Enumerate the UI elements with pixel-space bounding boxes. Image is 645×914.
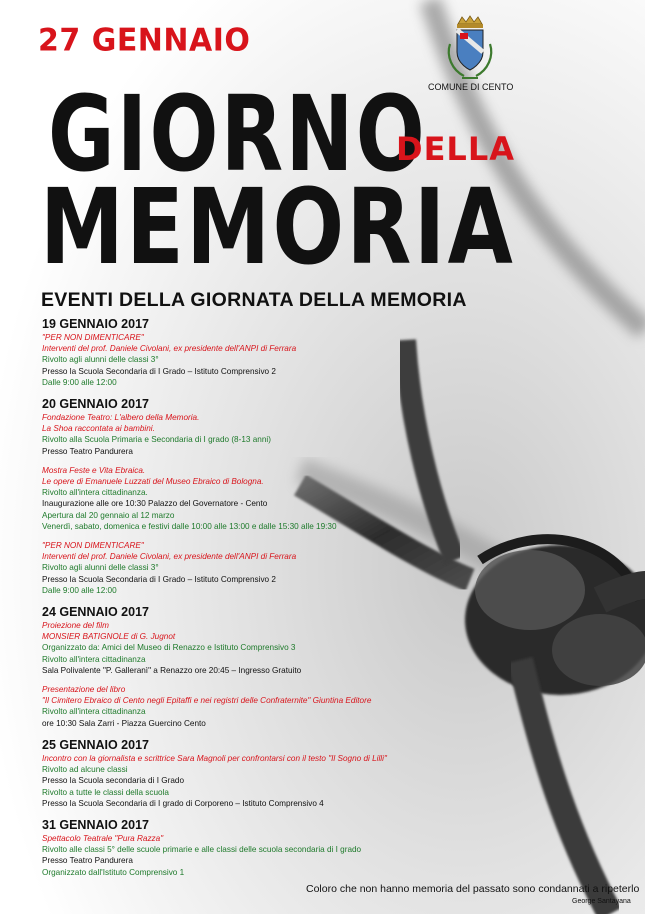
event-detail-line: Apertura dal 20 gennaio al 12 marzo — [42, 510, 175, 520]
event-detail-line: Rivolto a tutte le classi della scuola — [42, 787, 169, 797]
event-detail-line: Incontro con la giornalista e scrittrice Sara Magnoli per confrontarsi con il testo "Il Sogno di Lilli" — [42, 753, 387, 763]
event-detail-line: Organizzato da: Amici del Museo di Renazzo e Istituto Comprensivo 3 — [42, 643, 296, 653]
title-della: DELLA — [396, 130, 515, 168]
events-subtitle: EVENTI DELLA GIORNATA DELLA MEMORIA — [41, 289, 467, 311]
event-detail-line: ore 10:30 Sala Zarri - Piazza Guercino Cento — [42, 718, 206, 728]
event-detail-line: MONSIER BATIGNOLE di G. Jugnot — [42, 632, 176, 642]
event-block — [42, 817, 482, 878]
event-date: 25 GENNAIO 2017 — [42, 737, 149, 752]
event-detail-line: Spettacolo Teatrale "Pura Razza" — [42, 833, 164, 843]
event-date: 24 GENNAIO 2017 — [42, 605, 149, 620]
event-detail-line: Rivolto all'intera cittadinanza — [42, 654, 146, 664]
event-block — [42, 396, 482, 596]
event-date: 20 GENNAIO 2017 — [42, 397, 149, 412]
event-detail-line: Presso la Scuola Secondaria di I Grado – Istituto Comprensivo 2 — [42, 574, 276, 584]
event-block — [42, 316, 482, 388]
footer-quote: Coloro che non hanno memoria del passato sono condannati a ripeterlo — [306, 883, 640, 895]
event-detail-line: Presso la Scuola Secondaria di I grado di Corporeno – Istituto Comprensivo 4 — [42, 798, 324, 808]
event-detail-line: "PER NON DIMENTICARE" — [42, 333, 144, 342]
event-detail-line: Fondazione Teatro: L'albero della Memoria. — [42, 413, 200, 423]
event-spacer — [42, 457, 482, 465]
event-detail-line: Interventi del prof. Daniele Civolani, ex presidente dell'ANPI di Ferrara — [42, 344, 297, 354]
event-spacer — [42, 532, 482, 540]
footer-author: George Santayana — [572, 898, 631, 905]
event-detail-line: Venerdì, sabato, domenica e festivi dalle 10:00 alle 13:00 e dalle 15:30 alle 19:30 — [42, 521, 337, 531]
top-date: 27 GENNAIO — [38, 22, 251, 59]
event-detail-line: Le opere di Emanuele Luzzati del Museo Ebraico di Bologna. — [42, 477, 264, 487]
event-block — [42, 604, 482, 729]
event-detail-line: Presso Teatro Pandurera — [42, 856, 133, 866]
event-detail-line: Rivolto alla Scuola Primaria e Secondaria di I grado (8-13 anni) — [42, 435, 271, 445]
event-detail-line: Rivolto agli alunni delle classi 3° — [42, 563, 159, 573]
event-detail-line: Dalle 9:00 alle 12:00 — [42, 377, 117, 387]
event-detail-line: "PER NON DIMENTICARE" — [42, 541, 144, 551]
event-detail-line: Mostra Feste e Vita Ebraica. — [42, 465, 146, 475]
event-detail-line: Rivolto all'intera cittadinanza. — [42, 488, 148, 498]
event-detail-line: Proiezione del film — [42, 621, 109, 631]
coat-of-arms-logo — [440, 14, 500, 86]
logo-caption: COMUNE DI CENTO — [428, 82, 514, 92]
event-detail-line: Presso la Scuola Secondaria di I Grado – Istituto Comprensivo 2 — [42, 366, 276, 376]
event-detail-line: Inaugurazione alle ore 10:30 Palazzo del Governatore - Cento — [42, 499, 268, 509]
event-detail-line: Rivolto agli alunni delle classi 3° — [42, 355, 159, 365]
event-detail-line: Rivolto ad alcune classi — [42, 765, 128, 775]
event-detail-line: Presso Teatro Pandurera — [42, 446, 133, 456]
event-date: 31 GENNAIO 2017 — [42, 817, 149, 832]
event-detail-line: Organizzato dall'Istituto Comprensivo 1 — [42, 867, 185, 877]
events-list — [42, 316, 482, 878]
event-detail-line: "Il Cimitero Ebraico di Cento negli Epitaffi e nei registri delle Confraternite" Giuntina Editore — [42, 696, 372, 706]
event-detail-line: Rivolto all'intera cittadinanza — [42, 707, 146, 717]
event-detail-line: Presso la Scuola secondaria di I Grado — [42, 776, 184, 786]
title-giorno: GIORNO — [48, 73, 428, 195]
event-detail-line: Sala Polivalente "P. Galleranì" a Renazzo ore 20:45 – Ingresso Gratuito — [42, 665, 302, 675]
event-block — [42, 737, 482, 809]
event-detail-line: Rivolto alle classi 5° delle scuole primarie e alle classi delle scuola secondaria di I grado — [42, 845, 362, 855]
event-date: 19 GENNAIO 2017 — [42, 317, 149, 331]
event-detail-line: Interventi del prof. Daniele Civolani, ex presidente dell'ANPI di Ferrara — [42, 552, 297, 562]
event-detail-line: Dalle 9:00 alle 12:00 — [42, 585, 117, 595]
event-detail-line: Presentazione del libro — [42, 685, 126, 695]
title-memoria: MEMORIA — [40, 166, 516, 288]
event-detail-line: La Shoa raccontata ai bambini. — [42, 424, 155, 434]
event-spacer — [42, 676, 482, 684]
